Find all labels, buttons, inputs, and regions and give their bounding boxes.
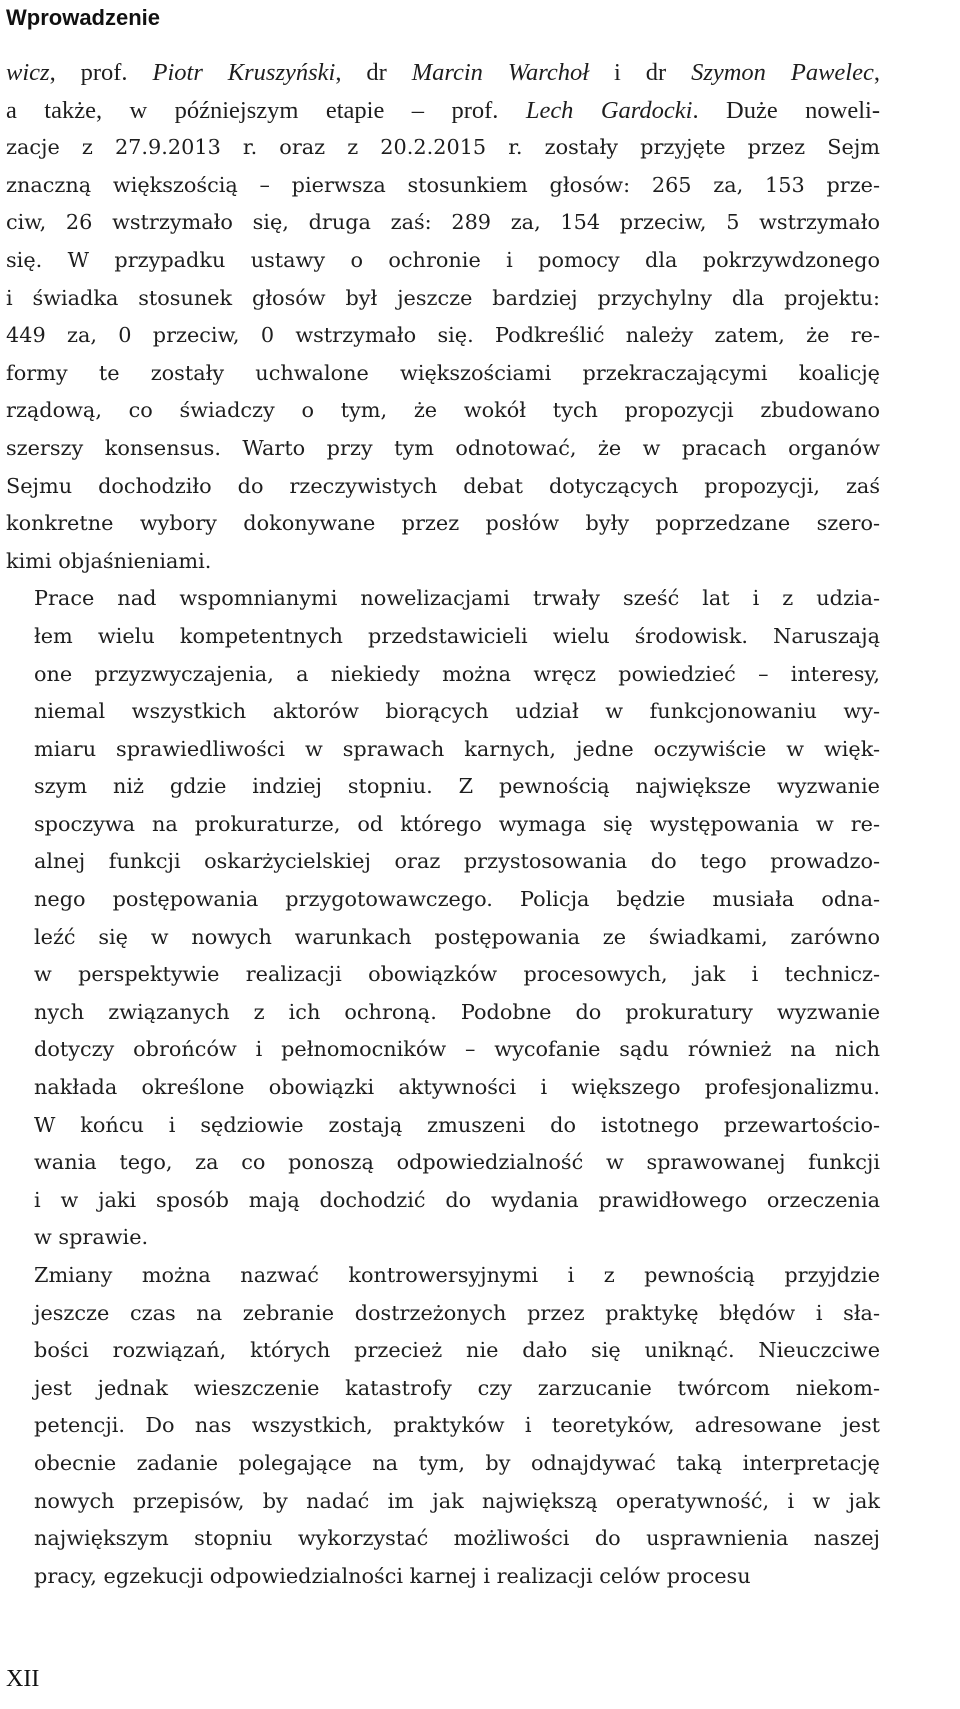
text-line: jeszcze czas na zebranie dostrzeżonych przez praktykę błędów i sła-	[34, 1300, 880, 1325]
text-line: jest jednak wieszczenie katastrofy czy zarzucanie twórcom niekom-	[34, 1375, 880, 1400]
text-line: się. W przypadku ustawy o ochronie i pomocy dla pokrzywdzonego	[6, 247, 880, 272]
text-line: zacje z 27.9.2013 r. oraz z 20.2.2015 r. zostały przyjęte przez Sejm	[6, 135, 880, 160]
text-line: one przyzwyczajenia, a niekiedy można wręcz powiedzieć – interesy,	[34, 661, 880, 686]
page-number: XII	[6, 1666, 40, 1692]
text-line: i w jaki sposób mają dochodzić do wydania prawidłowego orzeczenia	[34, 1187, 880, 1212]
text-line: w sprawie.	[34, 1225, 149, 1250]
text-line: ciw, 26 wstrzymało się, druga zaś: 289 za, 154 przeciw, 5 wstrzymało	[6, 210, 880, 235]
text-line: szym niż gdzie indziej stopniu. Z pewnością największe wyzwanie	[34, 774, 880, 799]
text-line: w perspektywie realizacji obowiązków procesowych, jak i technicz-	[34, 962, 880, 987]
text-line: W końcu i sędziowie zostają zmuszeni do istotnego przewartościo-	[34, 1112, 880, 1137]
text-line: Zmiany można nazwać kontrowersyjnymi i z pewnością przyjdzie	[34, 1263, 880, 1287]
text-line: bości rozwiązań, których przecież nie dało się uniknąć. Nieuczciwe	[34, 1338, 880, 1363]
text-line: Prace nad wspomnianymi nowelizacjami trwały sześć lat i z udzia-	[34, 586, 880, 611]
text-line: łem wielu kompetentnych przedstawicieli wielu środowisk. Naruszają	[34, 623, 880, 648]
text-line: niemal wszystkich aktorów biorących udział w funkcjonowaniu wy-	[34, 699, 880, 724]
text-line: wicz, prof. Piotr Kruszyński, dr Marcin Warchoł i dr Szymon Pawelec,	[6, 59, 880, 86]
text-line: Sejmu dochodziło do rzeczywistych debat dotyczących propozycji, zaś	[6, 473, 880, 498]
text-line: alnej funkcji oskarżycielskiej oraz przystosowania do tego prowadzo-	[34, 849, 880, 874]
text-line: leźć się w nowych warunkach postępowania ze świadkami, zarówno	[34, 924, 880, 949]
text-line: spoczywa na prokuraturze, od którego wymaga się występowania w re-	[34, 811, 880, 836]
paragraph-3	[6, 1257, 880, 1595]
text-line: nego postępowania przygotowawczego. Policja będzie musiała odna-	[34, 887, 880, 912]
text-line: pracy, egzekucji odpowiedzialności karnej i realizacji celów procesu	[34, 1563, 751, 1588]
paragraph-2	[6, 580, 880, 1257]
paragraph-1	[6, 54, 880, 580]
body-text	[6, 54, 880, 1595]
text-line: petencji. Do nas wszystkich, praktyków i teoretyków, adresowane jest	[34, 1413, 880, 1438]
text-line: konkretne wybory dokonywane przez posłów były poprzedzane szero-	[6, 511, 880, 536]
text-line: kimi objaśnieniami.	[6, 548, 212, 573]
text-line: 449 za, 0 przeciw, 0 wstrzymało się. Podkreślić należy zatem, że re-	[6, 323, 880, 348]
text-line: dotyczy obrońców i pełnomocników – wycofanie sądu również na nich	[34, 1037, 880, 1062]
text-line: a także, w późniejszym etapie – prof. Lech Gardocki. Duże noweli-	[6, 96, 880, 124]
text-line: nakłada określone obowiązki aktywności i większego profesjonalizmu.	[34, 1075, 880, 1100]
text-line: i świadka stosunek głosów był jeszcze bardziej przychylny dla projektu:	[6, 285, 880, 310]
text-line: formy te zostały uchwalone większościami przekraczającymi koalicję	[6, 360, 880, 385]
text-line: obecnie zadanie polegające na tym, by odnajdywać taką interpretację	[34, 1450, 880, 1475]
text-line: wania tego, za co ponoszą odpowiedzialność w sprawowanej funkcji	[34, 1150, 880, 1175]
text-line: rządową, co świadczy o tym, że wokół tych propozycji zbudowano	[6, 398, 880, 423]
text-line: nowych przepisów, by nadać im jak największą operatywność, i w jak	[34, 1488, 880, 1513]
text-line: szerszy konsensus. Warto przy tym odnotować, że w pracach organów	[6, 435, 880, 460]
text-line: znaczną większością – pierwsza stosunkiem głosów: 265 za, 153 prze-	[6, 172, 880, 197]
running-head: Wprowadzenie	[6, 5, 161, 30]
text-line: nych związanych z ich ochroną. Podobne do prokuratury wyzwanie	[34, 999, 880, 1024]
text-line: miaru sprawiedliwości w sprawach karnych, jedne oczywiście w więk-	[34, 736, 880, 761]
text-line: największym stopniu wykorzystać możliwości do usprawnienia naszej	[34, 1526, 880, 1551]
